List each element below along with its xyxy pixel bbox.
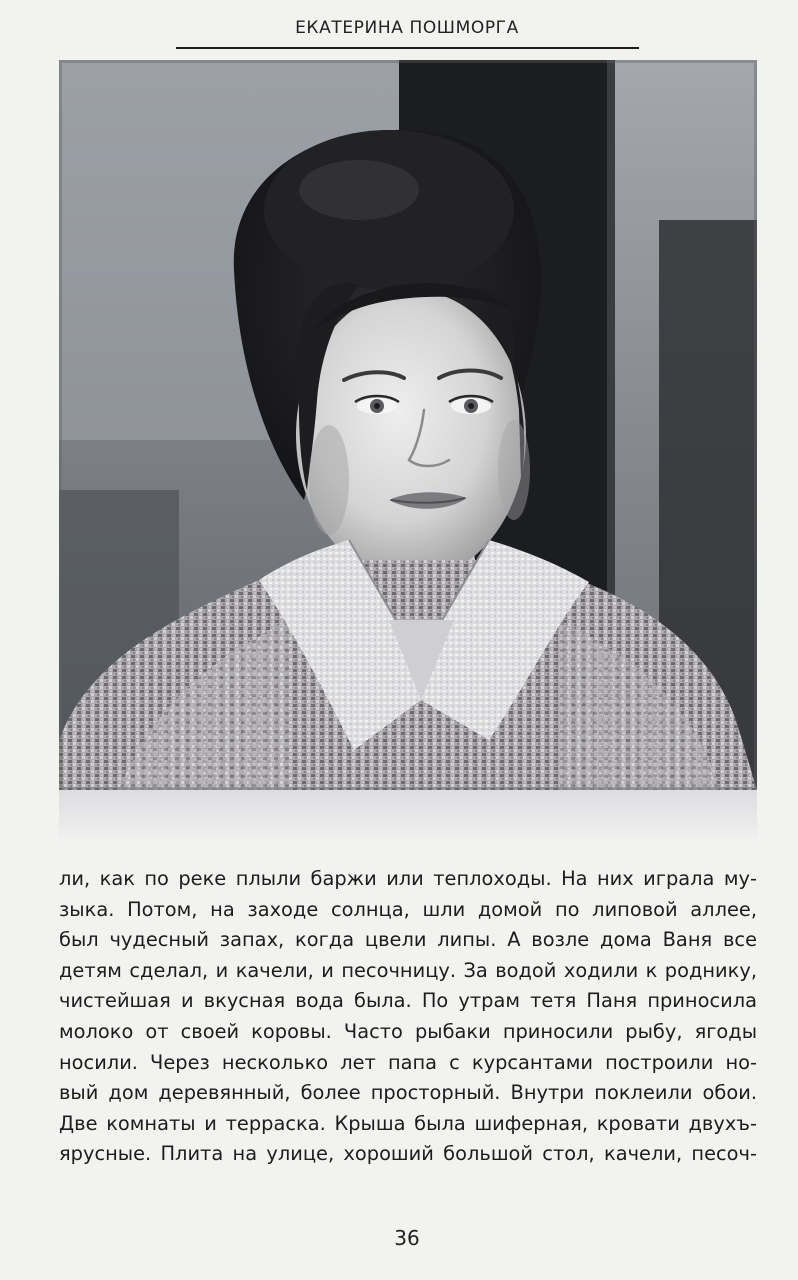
photo-bottom-band (59, 790, 757, 840)
header-rule (176, 47, 639, 49)
portrait-photo-image (59, 60, 757, 790)
body-line: ярусные. Плита на улице, хороший большой стол, качели, песоч- (59, 1142, 757, 1166)
body-line: ли, как по реке плыли баржи или теплоходы. На них играла му- (59, 867, 757, 890)
body-line: был чудесный запах, когда цвели липы. А возле дома Ваня все (59, 928, 757, 952)
running-head: ЕКАТЕРИНА ПОШМОРГА (295, 18, 519, 38)
portrait-photo (59, 60, 757, 790)
body-line: вый дом деревянный, более просторный. Внутри поклеили обои. (59, 1081, 757, 1105)
body-line: молоко от своей коровы. Часто рыбаки приносили рыбу, ягоды (59, 1019, 757, 1043)
body-line: детям сделал, и качели, и песочницу. За водой ходили к роднику, (59, 958, 757, 982)
body-line: чистейшая и вкусная вода была. По утрам тетя Паня приносила (59, 989, 757, 1013)
body-line: зыка. Потом, на заходе солнца, шли домой по липовой аллее, (59, 897, 757, 921)
body-text (59, 864, 757, 1170)
page-number: 36 (394, 1226, 420, 1250)
body-line: носили. Через несколько лет папа с курсантами построили но- (59, 1050, 757, 1074)
body-line: Две комнаты и терраска. Крыша была шиферная, кровати двухъ- (59, 1111, 757, 1135)
